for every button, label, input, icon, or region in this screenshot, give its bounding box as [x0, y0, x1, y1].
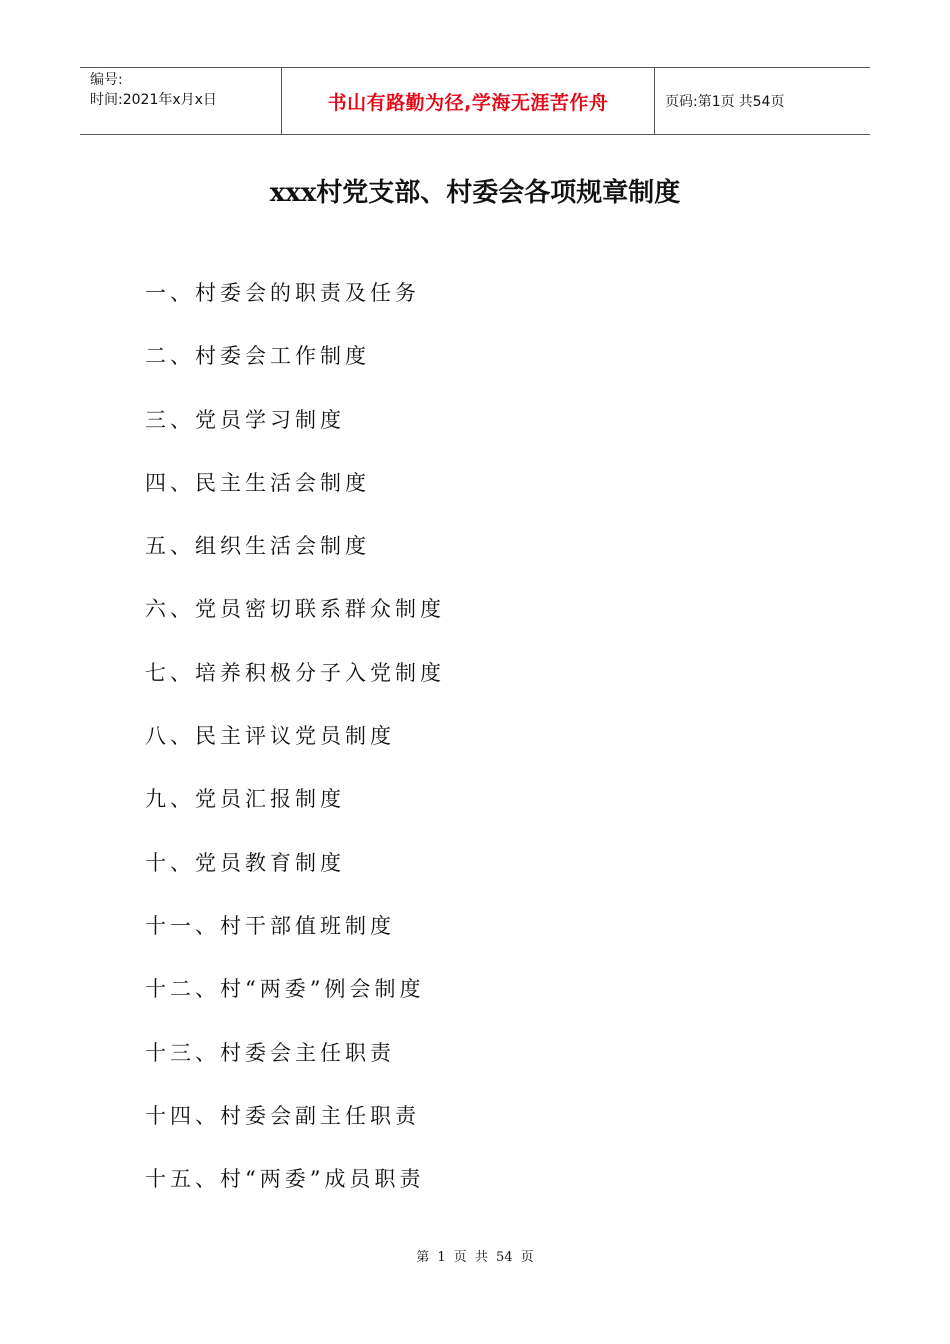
toc-item: 八、民主评议党员制度 [145, 724, 395, 749]
toc-item: 十五、村“两委”成员职责 [145, 1167, 425, 1192]
toc-item: 四、民主生活会制度 [145, 470, 370, 495]
toc-item: 九、党员汇报制度 [145, 787, 345, 812]
header-meta [80, 68, 282, 134]
toc-item: 二、村委会工作制度 [145, 344, 370, 369]
toc-item: 五、组织生活会制度 [145, 534, 370, 559]
toc-item: 七、培养积极分子入党制度 [145, 660, 445, 685]
total-label: 共54页 [738, 94, 785, 110]
toc-item: 十一、村干部值班制度 [145, 913, 395, 938]
toc-item: 十、党员教育制度 [145, 850, 345, 875]
page-label: 页码:第1页 [665, 94, 735, 110]
table-of-contents [145, 270, 445, 1219]
page-header [80, 67, 870, 135]
header-page-info [655, 68, 870, 134]
header-motto: 书山有路勤为径,学海无涯苦作舟 [282, 68, 655, 134]
serial-label: 编号: [90, 72, 123, 88]
toc-item: 十四、村委会副主任职责 [145, 1103, 420, 1128]
toc-item: 十二、村“两委”例会制度 [145, 977, 425, 1002]
time-label: 时间:2021年x月x日 [90, 92, 217, 108]
toc-item: 一、村委会的职责及任务 [145, 281, 420, 305]
toc-item: 六、党员密切联系群众制度 [145, 597, 445, 622]
document-title: xxx村党支部、村委会各项规章制度 [269, 178, 681, 208]
page-footer: 第 1 页 共 54 页 [416, 1250, 534, 1265]
toc-item: 三、党员学习制度 [145, 407, 345, 432]
toc-item: 十三、村委会主任职责 [145, 1040, 395, 1065]
